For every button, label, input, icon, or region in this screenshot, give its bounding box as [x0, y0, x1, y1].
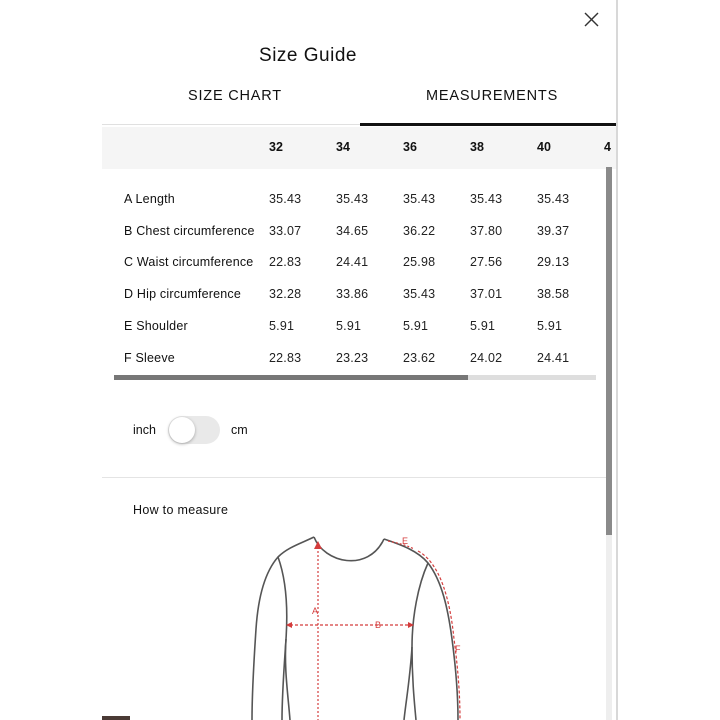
table-cell: 24.41 — [537, 351, 570, 365]
close-icon — [580, 8, 604, 32]
table-cell: 38.58 — [537, 287, 570, 301]
table-cell: 24.02 — [470, 351, 503, 365]
measure-label-b: B — [375, 620, 382, 630]
size-header-38: 38 — [470, 140, 484, 154]
table-cell: 5.91 — [336, 319, 362, 333]
row-label-waist: C Waist circumference — [124, 255, 254, 269]
measure-label-a: A — [312, 606, 319, 616]
table-cell: 5.91 — [269, 319, 295, 333]
table-cell: 29.13 — [537, 255, 570, 269]
table-cell: 35.43 — [336, 192, 369, 206]
size-header-32: 32 — [269, 140, 283, 154]
table-cell: 22.83 — [269, 255, 302, 269]
row-label-length: A Length — [124, 192, 175, 206]
size-header-34: 34 — [336, 140, 350, 154]
unit-label-cm: cm — [231, 423, 248, 437]
table-cell: 33.07 — [269, 224, 302, 238]
close-button[interactable] — [580, 8, 604, 32]
measure-lines — [286, 541, 460, 720]
unit-toggle[interactable] — [168, 416, 220, 444]
table-cell: 27.56 — [470, 255, 503, 269]
table-cell: 39.37 — [537, 224, 570, 238]
unit-toggle-knob[interactable] — [169, 417, 195, 443]
row-label-shoulder: E Shoulder — [124, 319, 188, 333]
table-cell: 34.65 — [336, 224, 369, 238]
tab-measurements[interactable]: MEASUREMENTS — [426, 88, 559, 104]
how-to-measure-title: How to measure — [133, 503, 229, 517]
garment-measure-diagram — [242, 529, 482, 720]
unit-label-inch: inch — [133, 423, 156, 437]
table-cell: 24.41 — [336, 255, 369, 269]
table-cell: 35.43 — [403, 287, 436, 301]
table-cell: 35.43 — [470, 192, 503, 206]
measure-label-e: E — [402, 536, 409, 546]
table-cell: 5.91 — [470, 319, 496, 333]
table-cell: 37.80 — [470, 224, 503, 238]
table-cell: 23.23 — [336, 351, 369, 365]
row-label-chest: B Chest circumference — [124, 224, 255, 238]
table-cell: 5.91 — [403, 319, 429, 333]
row-label-hip: D Hip circumference — [124, 287, 242, 301]
active-tab-indicator — [360, 123, 616, 126]
table-cell: 22.83 — [269, 351, 302, 365]
modal-title: Size Guide — [259, 45, 357, 66]
size-header-36: 36 — [403, 140, 417, 154]
table-cell: 33.86 — [336, 287, 369, 301]
table-cell: 25.98 — [403, 255, 436, 269]
tab-size-chart[interactable]: SIZE CHART — [188, 88, 282, 104]
table-cell: 5.91 — [537, 319, 563, 333]
measurements-panel — [102, 127, 616, 720]
background-fragment — [102, 716, 130, 720]
table-cell: 37.01 — [470, 287, 503, 301]
row-label-sleeve: F Sleeve — [124, 351, 175, 365]
table-cell: 35.43 — [269, 192, 302, 206]
table-cell: 32.28 — [269, 287, 302, 301]
page-edge — [616, 0, 618, 720]
table-cell: 23.62 — [403, 351, 436, 365]
vertical-scroll-thumb[interactable] — [606, 167, 612, 535]
measure-label-f: F — [455, 644, 461, 654]
size-header-overflow: 4 — [604, 140, 611, 154]
table-cell: 36.22 — [403, 224, 436, 238]
garment-outline — [252, 537, 458, 720]
size-header-40: 40 — [537, 140, 551, 154]
table-header — [102, 127, 616, 169]
table-cell: 35.43 — [403, 192, 436, 206]
table-cell: 35.43 — [537, 192, 570, 206]
section-divider — [102, 477, 606, 478]
table-horizontal-scroll-thumb[interactable] — [114, 375, 468, 380]
